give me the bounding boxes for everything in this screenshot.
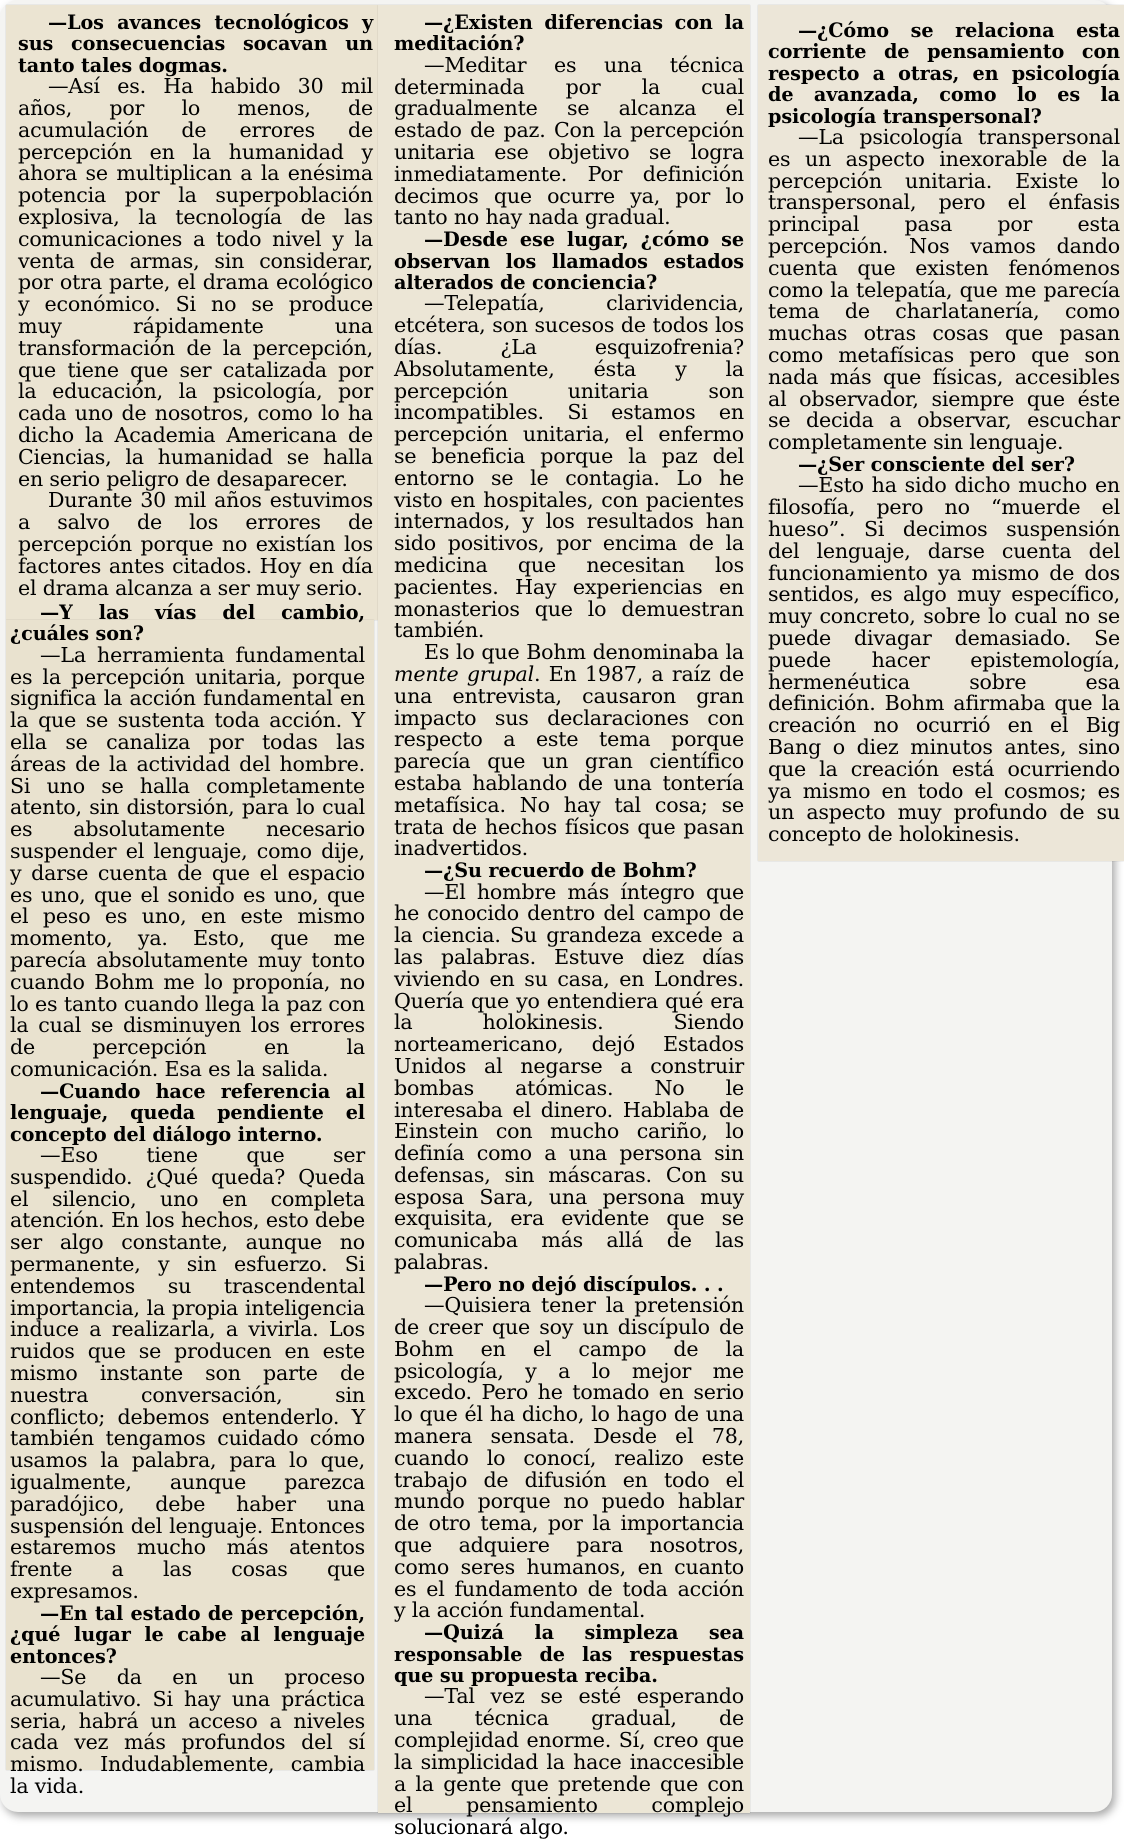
- question: —Pero no dejó discípulos. . .: [424, 1272, 724, 1296]
- question: —¿Cómo se relaciona esta corriente de pensamiento con respecto a otras, en psicología de avanzada, como lo es la psicología transpersonal?: [768, 19, 1120, 128]
- answer-paragraph: —La psicología transpersonal es un aspecto inexorable de la percepción unitaria. Existe lo transpersonal, pero el énfasis principal pasa por esta percepción. Nos vamos dando cuenta que existen fenómenos como la telepatía, que me parecía tema de charlatanería, como muchas otras cosas que pasan como metafísicas pero que son nada más que físicas, accesibles al observador, siempre que éste se decida a observar, escuchar completamente sin lenguaje.: [768, 125, 1120, 455]
- column-3: [394, 12, 744, 1839]
- answer-paragraph: —Meditar es una técnica determinada por la cual gradualmente se alcanza el estado de paz. Con la percepción unitaria ese objetivo se logra inmediatamente. Por definición decimos que ocurre ya, por lo tanto no hay nada gradual.: [394, 52, 744, 230]
- answer-paragraph: —La herramienta fundamental es la percepción unitaria, porque significa la acción fundamental en la que se sustenta toda acción. Y ella se canaliza por todas las áreas de la actividad del hombre. Si uno se halla completamente atento, sin distorsión, para lo cual es absolutamente necesario suspender el lenguaje, como dije, y darse cuenta de que el espacio es uno, que el sonido es uno, que el peso es uno, en este mismo momento, ya. Esto, que me parecía absolutamente muy tonto cuando Bohm me lo proponía, no lo es tanto cuando llega la paz con la cual se disminuyen los errores de percepción en la comunicación. Esa es la salida.: [10, 642, 365, 1081]
- answer-paragraph: —Así es. Ha habido 30 mil años, por lo menos, de acumulación de errores de percepción en la humanidad y ahora se multiplican a la enésima potencia por la superpoblación explosiva, la tecnología de las comunicaciones a todo nivel y la venta de armas, sin considerar, por otra parte, el drama ecológico y económico. Si no se produce muy rápidamente una transformación de la percepción, que tiene que ser catalizada por la educación, la psicología, por cada uno de nosotros, como lo ha dicho la Academia Americana de Ciencias, la humanidad se halla en serio peligro de desaparecer.: [18, 74, 373, 491]
- question: —Cuando hace referencia al lenguaje, queda pendiente el concepto del diálogo interno.: [10, 1079, 365, 1146]
- text-run: . En 1987, a raíz de una entrevista, causaron gran impacto sus declaraciones con respecto a este tema porque parecía que un gran científico estaba hablando de una tontería metafísica. No hay tal cosa; se trata de hechos físicos que pasan inadvertidos.: [394, 661, 744, 861]
- answer-paragraph: —Eso tiene que ser suspendido. ¿Qué queda? Queda el silencio, uno en completa atención. En los hechos, esto debe ser algo constante, aunque no permanente, y sin esfuerzo. Si entendemos su trascendental importancia, la propia inteligencia induce a realizarla, a vivirla. Los ruidos que se producen en este mismo instante son parte de nuestra conversación, sin conflicto; debemos entenderlo. Y también tengamos cuidado cómo usamos la palabra, para lo que, igualmente, aunque parezca paradójico, debe haber una suspensión del lenguaje. Entonces estaremos mucho más atentos frente a las cosas que expresamos.: [10, 1142, 365, 1603]
- question: —¿Su recuerdo de Bohm?: [424, 859, 697, 883]
- answer-paragraph: —Se da en un proceso acumulativo. Si hay una práctica seria, habrá un acceso a niveles cada vez más profundos del sí mismo. Indudablemente, cambia la vida.: [10, 1664, 365, 1798]
- question: —¿Ser consciente del ser?: [798, 452, 1075, 476]
- question: —¿Existen diferencias con la meditación?: [394, 11, 744, 56]
- column-4: [768, 20, 1120, 846]
- question: —Los avances tecnológicos y sus consecuencias socavan un tanto tales dogmas.: [18, 11, 373, 77]
- question: —Quizá la simpleza sea responsable de las respuestas que su propuesta reciba.: [394, 1621, 744, 1688]
- answer-paragraph: —Esto ha sido dicho mucho en filosofía, pero no “muerde el hueso”. Si decimos suspensión del lenguaje, darse cuenta del funcionamiento ya mismo de dos sentidos, es algo muy específico, muy concreto, sobre lo cual no se puede divagar demasiado. Se puede hacer epistemología, hermenéutica sobre esa definición. Bohm afirmaba que la creación no ocurrió en el Big Bang o diez minutos antes, sino que la creación está ocurriendo ya mismo en todo el cosmos; es un aspecto muy profundo de su concepto de holokinesis.: [768, 473, 1120, 847]
- answer-paragraph: Durante 30 mil años estuvimos a salvo de los errores de percepción porque no existían los factores antes citados. Hoy en día el drama alcanza a ser muy serio.: [18, 488, 373, 600]
- answer-paragraph: —El hombre más íntegro que he conocido dentro del campo de la ciencia. Su grandeza excede a las palabras. Estuve diez días viviendo en su casa, en Londres. Quería que yo entendiera qué era la holokinesis. Siendo norteamericano, dejó Estados Unidos al negarse a construir bombas atómicas. No le interesaba el dinero. Hablaba de Einstein con mucho cariño, lo definía como a una persona sin defensas, sin máscaras. Con su esposa Sara, una persona muy exquisita, era evidente que se comunicaba más allá de las palabras.: [394, 879, 744, 1275]
- column-2: [10, 602, 365, 1798]
- italic-term: mente grupal: [394, 661, 534, 686]
- answer-paragraph: —Telepatía, clarividencia, etcétera, son sucesos de todos los días. ¿La esquizofrenia? Absolutamente, ésta y la percepción unitaria son incompatibles. Si estamos en percepción unitaria, el enfermo se beneficia porque la paz del entorno se le contagia. Lo he visto en hospitales, con pacientes internados, y los resultados han sido positivos, por encima de la medicina que necesitan los pacientes. Hay experiencias en monasterios que lo demuestran también.: [394, 291, 744, 643]
- column-1: [18, 12, 373, 599]
- question: —Y las vías del cambio, ¿cuáles son?: [10, 601, 365, 646]
- answer-paragraph: —Tal vez se esté esperando una técnica gradual, de complejidad enorme. Sí, creo que la simplicidad la hace inaccesible a la gente que pretende que con el pensamiento complejo solucionará algo.: [394, 1684, 744, 1839]
- question: —En tal estado de percepción, ¿qué lugar le cabe al lenguaje entonces?: [10, 1601, 365, 1668]
- answer-paragraph: —Quisiera tener la pretensión de creer que soy un discípulo de Bohm en el campo de la psicología, y a lo mejor me excedo. Pero he tomado en serio lo que él ha dicho, lo hago de una manera sensata. Desde el 78, cuando lo conocí, realizo este trabajo de difusión en todo el mundo porque no puedo hablar de otro tema, por la importancia que adquiere para nosotros, como seres humanos, en cuanto es el fundamento de toda acción y la acción fundamental.: [394, 1293, 744, 1623]
- answer-paragraph: [394, 642, 744, 860]
- text-run: Es lo que Bohm denominaba la: [424, 640, 744, 665]
- question: —Desde ese lugar, ¿cómo se observan los llamados estados alterados de conciencia?: [394, 228, 744, 294]
